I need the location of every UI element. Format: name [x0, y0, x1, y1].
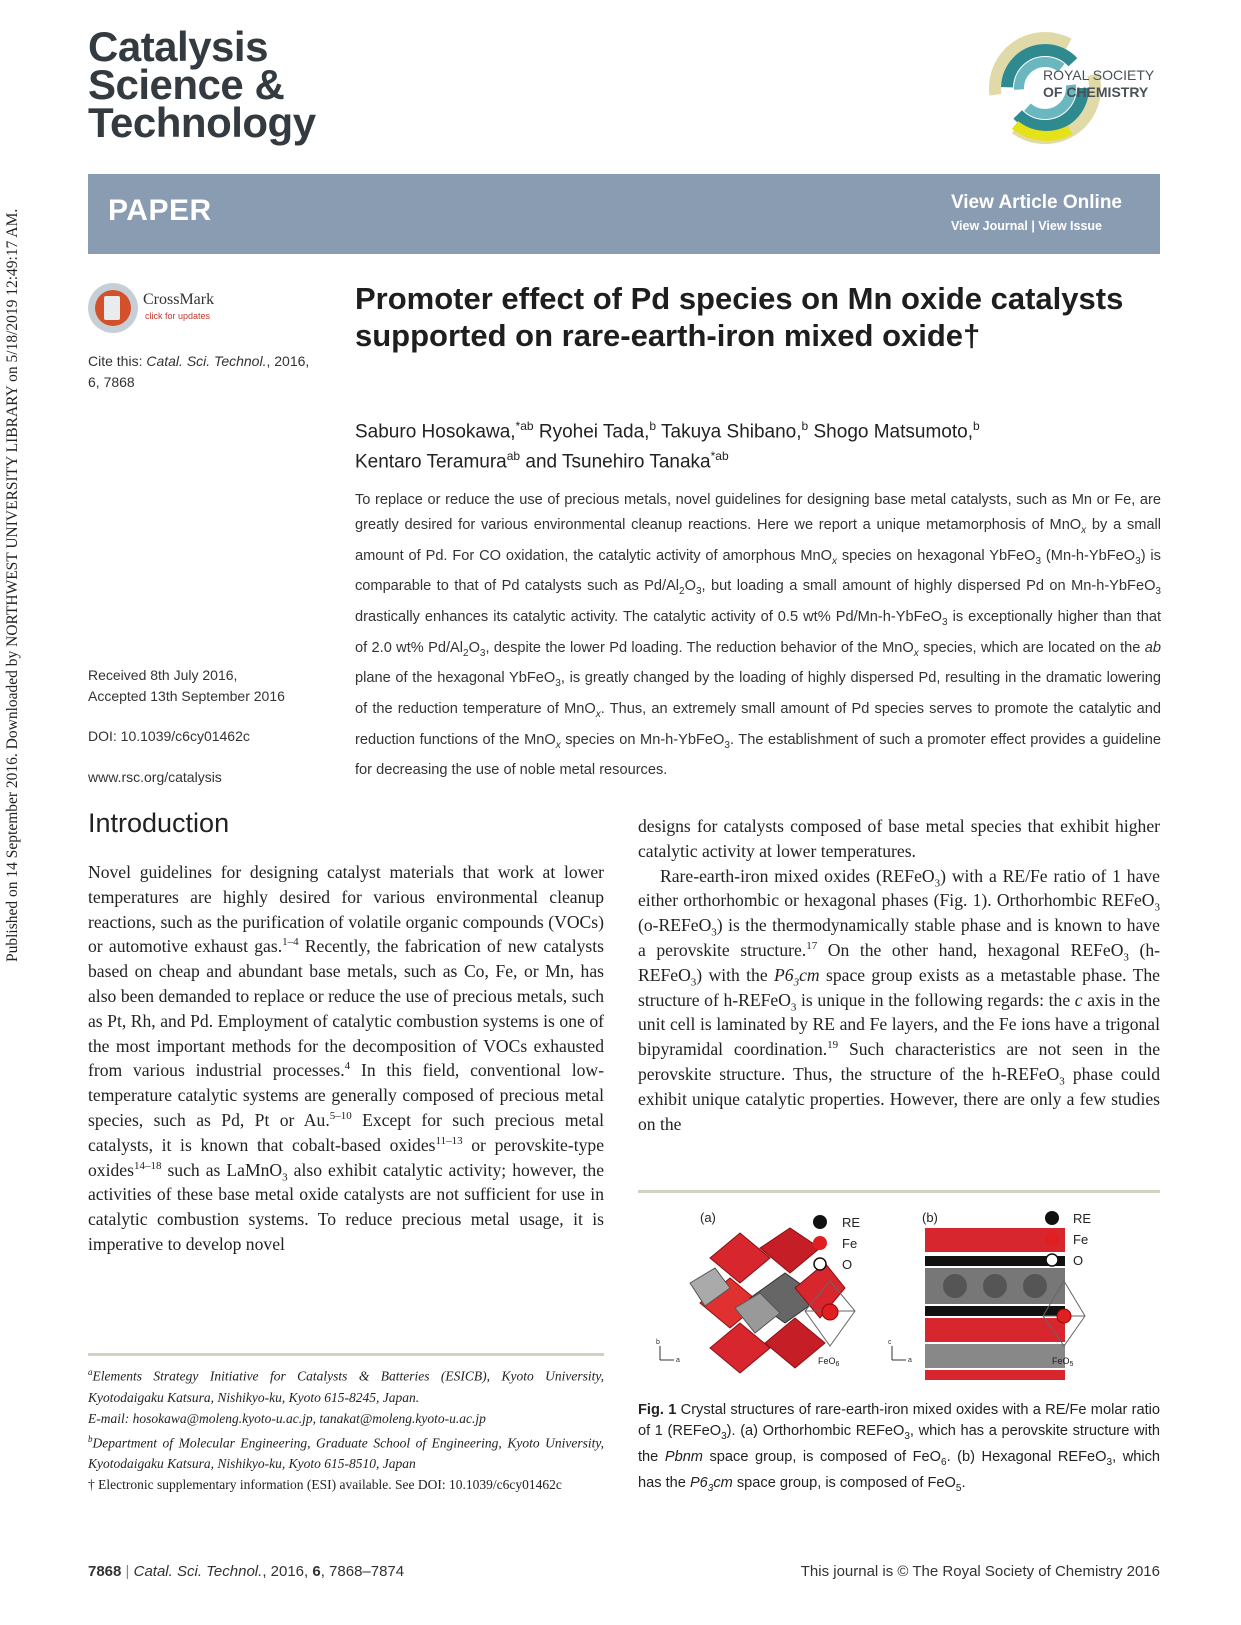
- crossmark-icon: [88, 283, 138, 333]
- figure-top-rule: [638, 1190, 1160, 1193]
- crossmark-badge[interactable]: [88, 283, 248, 335]
- rsc-logo[interactable]: [985, 30, 1155, 145]
- legend-re-marker-b: [1045, 1211, 1059, 1225]
- received-date: Received 8th July 2016,: [88, 667, 238, 683]
- panel-label-a: (a): [700, 1210, 716, 1225]
- author-list: Saburo Hosokawa,$^{*ab}$ Ryohei Tada,$^b$ Takuya Shibano,$^b$ Shogo Matsumoto,$^b$ Kentaro Teramura$^{ab}$ and Tsunehiro Tanaka$^{*ab}$: [355, 419, 980, 473]
- article-title: Promoter effect of Pd species on Mn oxide catalysts supported on rare-earth-iron mixed oxide†: [355, 281, 1124, 353]
- affiliation-a: $^a$Elements Strategy Initiative for Catalysts & Batteries (ESICB), Kyoto University, Kyotodaigaku Katsura, Nishikyo-ku, Kyoto 615-8245, Japan.: [88, 1367, 604, 1405]
- feo6-label: FeO$_6$: [818, 1356, 840, 1368]
- feo5-label: FeO$_5$: [1052, 1356, 1074, 1368]
- journal-title: [88, 23, 316, 146]
- footnotes: [88, 1362, 604, 1495]
- figure-1: [656, 1206, 1160, 1380]
- doi[interactable]: DOI: 10.1039/c6cy01462c: [88, 728, 250, 744]
- view-links: [951, 219, 1102, 233]
- received-dates: [88, 665, 285, 707]
- view-journal-link[interactable]: View Journal: [950, 219, 1028, 233]
- legend-o-marker-b: [1046, 1254, 1058, 1266]
- crossmark-sublabel: click for updates: [145, 311, 211, 321]
- intro-right-column: [638, 814, 1160, 1136]
- view-article-online-link[interactable]: View Article Online: [950, 192, 1122, 213]
- axes-a: [656, 1339, 680, 1364]
- legend-re-label-b: RE: [1073, 1211, 1092, 1226]
- article-type-banner: [88, 174, 1160, 254]
- legend-re-marker: [813, 1215, 827, 1229]
- crossmark-label: CrossMark: [143, 291, 215, 308]
- citation: Cite this: Catal. Sci. Technol., 2016, 6, 7868: [88, 353, 310, 390]
- view-links-separator: |: [1031, 219, 1035, 233]
- abstract: To replace or reduce the use of precious metals, novel guidelines for designing base metal catalysts, such as Mn or Fe, are greatly desired for various environmental cleanup reactions. Here we report a unique metamorphosis of MnO$_x$ by a small amount of Pd. For CO oxidation, the catalytic activity of amorphous MnO$_x$ species on hexagonal YbFeO$_3$ (Mn-h-YbFeO$_3$) is comparable to that of Pd catalysts such as $Pd/Al_2O_3$, but loading a small amount of highly dispersed Pd on Mn-h-YbFeO$_3$ drastically enhances its catalytic activity. The catalytic activity of 0.5 wt% Pd/Mn-h-YbFeO$_3$ is exceptionally higher than that of 2.0 wt% $Pd/Al_2O_3$, despite the lower Pd loading. The reduction behavior of the MnO$_x$ species, which are located on the ab plane of the hexagonal YbFeO$_3$, is greatly changed by the loading of highly dispersed Pd, resulting in the dramatic lowering of the reduction temperature of MnO$_x$. Thus, an extremely small amount of Pd species serves to promote the catalytic and reduction functions of the MnO$_x$ species on Mn-h-YbFeO$_3$. The establishment of such a promoter effect provides a guideline for decreasing the use of noble metal resources.: [355, 492, 1162, 779]
- esi-note: † Electronic supplementary information (ESI) available. See DOI: 10.1039/c6cy01462c: [88, 1477, 562, 1492]
- section-heading-introduction: Introduction: [88, 808, 230, 838]
- rsc-logo-line1: ROYAL SOCIETY: [1043, 67, 1155, 83]
- footnote-rule: [88, 1353, 604, 1356]
- journal-url[interactable]: www.rsc.org/catalysis: [88, 769, 222, 785]
- page-number: 7868: [88, 1563, 122, 1580]
- accepted-date: Accepted 13th September 2016: [88, 688, 285, 704]
- legend-fe-label-b: Fe: [1073, 1232, 1089, 1247]
- svg-text:c: c: [888, 1339, 892, 1346]
- rsc-logo-icon: [985, 30, 1155, 145]
- corresponding-email[interactable]: E-mail: hosokawa@moleng.kyoto-u.ac.jp, tanakat@moleng.kyoto-u.ac.jp: [88, 1410, 486, 1426]
- rsc-logo-line2: OF CHEMISTRY: [1043, 84, 1149, 100]
- figure-1-caption: Fig. 1 Crystal structures of rare-earth-iron mixed oxides with a RE/Fe molar ratio of 1 (REFeO$_3$). (a) Orthorhombic REFeO$_3$, which has a perovskite structure with the Pbnm space group, is composed of FeO$_6$. (b) Hexagonal REFeO$_3$, which has the $P6_3cm$ space group, is composed of FeO$_5$.: [638, 1402, 1161, 1494]
- panel-label-b: (b): [922, 1210, 938, 1225]
- body-paragraph: Rare-earth-iron mixed oxides (REFeO$_3$) with a RE/Fe ratio of 1 have either orthorhombic or hexagonal phases (Fig. 1). Orthorhombic REFeO$_3$ (o-REFeO$_3$) is the thermodynamically stable phase and is known to have a perovskite structure.$^{17}$ On the other hand, hexagonal REFeO$_3$ (h-REFeO$_3$) with the $P6_3cm$ space group exists as a metastable phase. The structure of h-REFeO$_3$ is unique in the following regards: the c axis in the unit cell is laminated by RE and Fe layers, and the Fe ions have a trigonal bipyramidal coordination.$^{19}$ Such characteristics are not seen in the perovskite structure. Thus, the structure of the h-REFeO$_3$ phase could exhibit unique catalytic properties. However, there are only a few studies on the: [638, 865, 1161, 1134]
- body-paragraph: designs for catalysts composed of base metal species that exhibit higher catalytic activity at lower temperatures.: [638, 816, 1160, 861]
- hexagonal-structure: [925, 1228, 1065, 1380]
- affiliation-b: $^b$Department of Molecular Engineering, Graduate School of Engineering, Kyoto University, Kyotodaigaku Katsura, Nishikyo-ku, Kyoto 615-8510, Japan: [88, 1433, 604, 1471]
- crystal-structure-figure: [656, 1206, 1160, 1380]
- view-issue-link[interactable]: View Issue: [1038, 219, 1102, 233]
- svg-text:b: b: [656, 1339, 660, 1346]
- legend-fe-label: Fe: [842, 1236, 858, 1251]
- intro-left-column: [88, 860, 604, 1257]
- legend-re-label: RE: [842, 1215, 861, 1230]
- legend-o-marker: [814, 1258, 826, 1270]
- legend-fe-marker: [813, 1236, 827, 1250]
- journal-title-line2: Science &: [88, 61, 285, 108]
- svg-text:a: a: [676, 1357, 680, 1364]
- article-type-label: PAPER: [108, 194, 212, 227]
- journal-title-line3: Technology: [88, 99, 316, 146]
- journal-title-line1: Catalysis: [88, 23, 268, 70]
- download-sidebar-note: Published on 14 September 2016. Downloaded by NORTHWEST UNIVERSITY LIBRARY on 5/18/2019 12:49:17 AM.: [4, 208, 21, 962]
- axes-b: [888, 1339, 912, 1364]
- legend-o-label: O: [842, 1257, 853, 1272]
- page-footer-right: This journal is © The Royal Society of Chemistry 2016: [800, 1563, 1160, 1580]
- legend-fe-marker-b: [1045, 1232, 1059, 1246]
- body-paragraph: Novel guidelines for designing catalyst materials that work at lower temperatures are highly desired for various environmental cleanup reactions, such as the purification of volatile organic compounds (VOCs) or automotive exhaust gas.$^{1-4}$ Recently, the fabrication of new catalysts based on cheap and abundant base metals, such as Co, Fe, or Mn, has also been demanded to replace or reduce the use of precious metals, such as Pt, Rh, and Pd. Employment of catalytic combustion systems is one of the most important methods for the decomposition of VOCs exhausted from various industrial processes.$^4$ In this field, conventional low-temperature catalytic systems are generally composed of precious metal species, such as Pd, Pt or Au.$^{5-10}$ Except for such precious metal catalysts, it is known that cobalt-based oxides$^{11-13}$ or perovskite-type oxides$^{14-18}$ such as LaMnO$_3$ also exhibit catalytic activity; however, the activities of these base metal oxide catalysts are not sufficient for use in catalytic combustion systems. To reduce precious metal usage, it is imperative to develop novel: [88, 862, 605, 1254]
- svg-text:a: a: [908, 1357, 912, 1364]
- legend-o-label-b: O: [1073, 1253, 1084, 1268]
- page-footer-left: 7868 | Catal. Sci. Technol., 2016, 6, 7868–7874: [88, 1563, 405, 1580]
